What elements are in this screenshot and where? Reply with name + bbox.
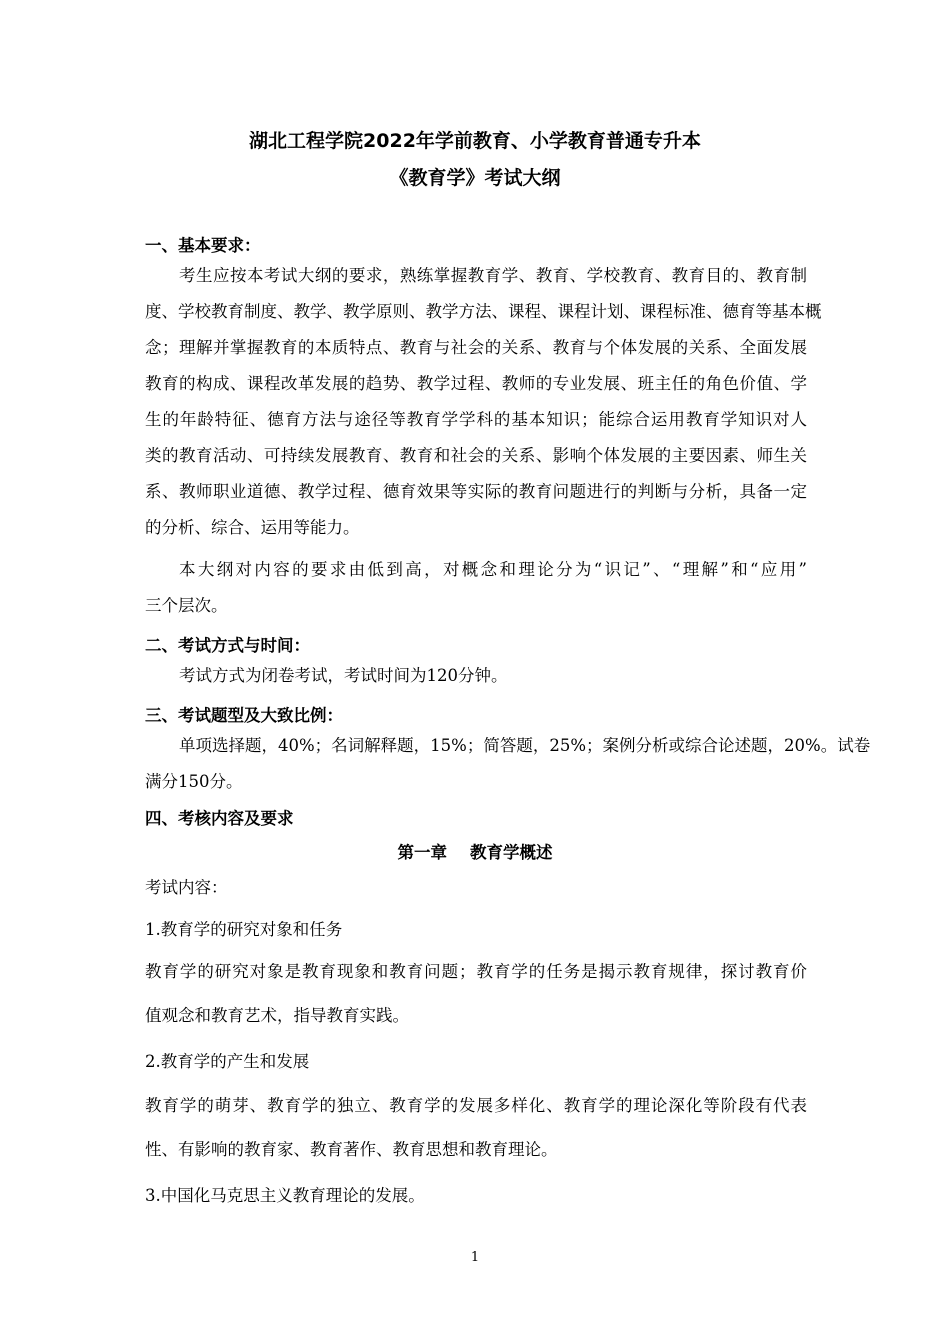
section-heading-question-types: 三、考试题型及大致比例：: [145, 706, 343, 725]
paragraph-line: 教育的构成、课程改革发展的趋势、教学过程、教师的专业发展、班主任的角色价值、学: [145, 374, 807, 393]
page-number: 1: [470, 1250, 480, 1265]
section-heading-assessment-content: 四、考核内容及要求: [145, 809, 294, 828]
paragraph-line: 系、教师职业道德、教学过程、德育效果等实际的教育问题进行的判断与分析，具备一定: [145, 482, 807, 501]
paragraph-line: 考试方式为闭卷考试，考试时间为120分钟。: [179, 666, 508, 685]
document-title: 湖北工程学院2022年学前教育、小学教育普通专升本: [249, 130, 701, 152]
paragraph-line: 念；理解并掌握教育的本质特点、教育与社会的关系、教育与个体发展的关系、全面发展: [145, 338, 807, 357]
paragraph-line: 教育学的萌芽、教育学的独立、教育学的发展多样化、教育学的理论深化等阶段有代表: [145, 1096, 807, 1115]
document-subtitle: 《教育学》考试大纲: [389, 167, 561, 189]
content-label: 考试内容：: [145, 878, 228, 897]
section-heading-basic-requirements: 一、基本要求：: [145, 236, 261, 255]
paragraph-line: 性、有影响的教育家、教育著作、教育思想和教育理论。: [145, 1140, 558, 1159]
chapter-title: 第一章 教育学概述: [397, 843, 553, 862]
paragraph-line: 的分析、综合、运用等能力。: [145, 518, 360, 537]
paragraph-line: 本大纲对内容的要求由低到高，对概念和理论分为“识记”、“理解”和“应用”: [179, 560, 807, 579]
paragraph-line: 三个层次。: [145, 596, 228, 615]
paragraph-line: 度、学校教育制度、教学、教学原则、教学方法、课程、课程计划、课程标准、德育等基本概: [145, 302, 822, 321]
section-heading-exam-method: 二、考试方式与时间：: [145, 636, 310, 655]
paragraph-line: 生的年龄特征、德育方法与途径等教育学学科的基本知识；能综合运用教育学知识对人: [145, 410, 807, 429]
paragraph-line: 考生应按本考试大纲的要求，熟练掌握教育学、教育、学校教育、教育目的、教育制: [179, 266, 807, 285]
paragraph-line: 教育学的研究对象是教育现象和教育问题；教育学的任务是揭示教育规律，探讨教育价: [145, 962, 807, 981]
paragraph-line: 类的教育活动、可持续发展教育、教育和社会的关系、影响个体发展的主要因素、师生关: [145, 446, 807, 465]
item-title: 2.教育学的产生和发展: [145, 1052, 310, 1071]
paragraph-line: 满分150分。: [145, 772, 243, 791]
item-title: 1.教育学的研究对象和任务: [145, 920, 343, 939]
paragraph-line: 单项选择题，40%；名词解释题，15%；简答题，25%；案例分析或综合论述题，20%。试卷: [179, 736, 871, 755]
paragraph-line: 值观念和教育艺术，指导教育实践。: [145, 1006, 409, 1025]
item-title: 3.中国化马克思主义教育理论的发展。: [145, 1186, 425, 1205]
